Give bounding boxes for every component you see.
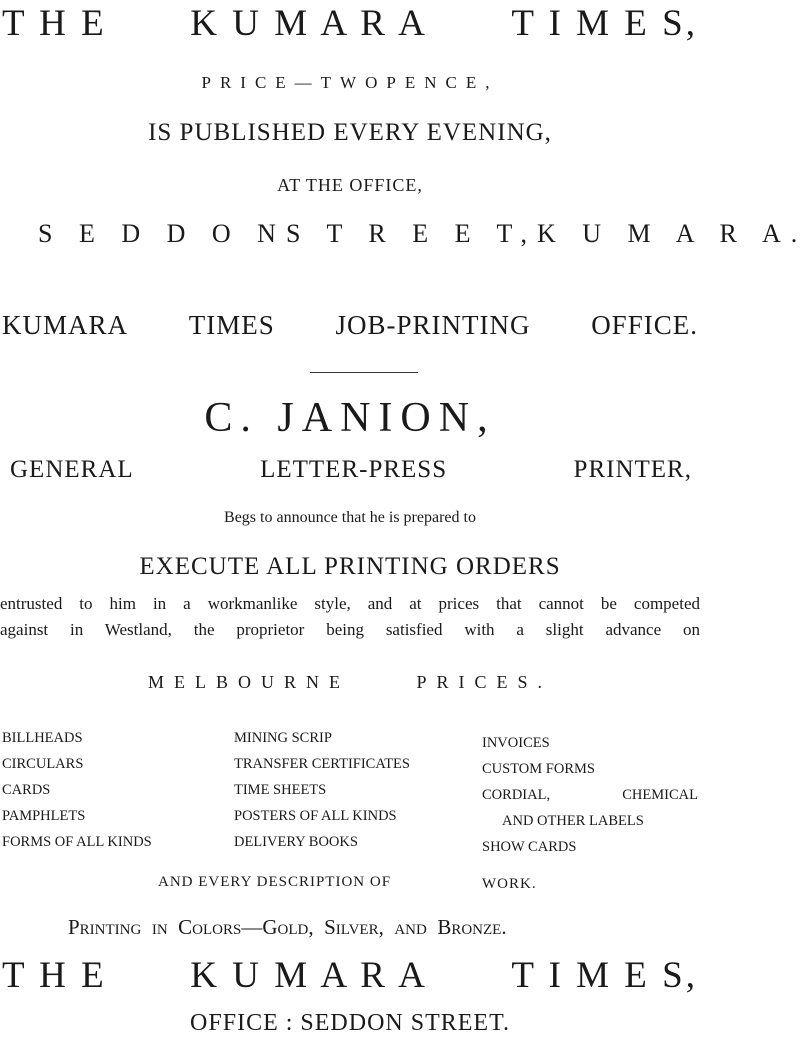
published-line: IS PUBLISHED EVERY EVENING, (148, 119, 552, 146)
masthead-word: T I M E S, (511, 3, 698, 44)
service-item: MINING SCRIP (234, 730, 332, 746)
masthead-word: K U M A R A (190, 955, 428, 996)
service-item: TRANSFER CERTIFICATES (234, 756, 410, 772)
service-item-cordial (482, 782, 698, 808)
services-column-3 (482, 730, 698, 860)
trade-heading (0, 456, 700, 484)
heading-word: OFFICE. (591, 310, 698, 340)
at-office-line: AT THE OFFICE, (277, 175, 423, 195)
address-word: S T R E E T, (285, 219, 537, 248)
work-word: WORK. (482, 876, 537, 892)
masthead-word: T H E (2, 3, 107, 44)
service-item: FORMS OF ALL KINDS (2, 834, 152, 850)
service-item: DELIVERY BOOKS (234, 834, 358, 850)
service-item: POSTERS OF ALL KINDS (234, 808, 397, 824)
divider-rule (310, 372, 418, 373)
colors-word: Colors—Gold, (178, 915, 314, 939)
paragraph-line: entrusted to him in a workmanlike style, and at prices that cannot be competed (0, 594, 700, 613)
colors-word: and (394, 915, 427, 939)
proprietor-name: C. JANION, (204, 395, 496, 441)
colors-word: Bronze. (437, 915, 507, 939)
colors-word: in (151, 915, 168, 939)
price-line: PRICE—TWOPENCE, (201, 73, 499, 92)
office-address-line: OFFICE : SEDDON STREET. (190, 1010, 510, 1036)
paragraph-line: against in Westland, the proprietor being satisfied with a slight advance on (0, 620, 700, 639)
address-top (0, 219, 807, 249)
trade-word: LETTER-PRESS (260, 456, 448, 483)
execute-line: EXECUTE ALL PRINTING ORDERS (139, 553, 561, 580)
masthead-word: T H E (2, 955, 107, 996)
colors-word: Silver, (324, 915, 384, 939)
trade-word: PRINTER, (573, 456, 692, 483)
prices-word: PRICES. (416, 672, 552, 692)
service-item: SHOW CARDS (482, 839, 577, 855)
service-item: INVOICES (482, 735, 550, 751)
service-word: CORDIAL, (482, 787, 551, 803)
service-item: AND OTHER LABELS (502, 813, 644, 829)
colors-word: Printing (68, 915, 142, 939)
masthead-top (0, 2, 700, 45)
address-word: S E D D O N (38, 219, 286, 248)
melbourne-prices-line (0, 672, 700, 693)
service-item: CARDS (2, 782, 51, 798)
services-column-2 (234, 725, 410, 855)
service-item: CUSTOM FORMS (482, 761, 595, 777)
service-word: CHEMICAL (622, 787, 698, 803)
every-description-line: AND EVERY DESCRIPTION OF (158, 874, 392, 890)
service-item: BILLHEADS (2, 730, 83, 746)
service-item: PAMPHLETS (2, 808, 86, 824)
masthead-word: K U M A R A (190, 3, 428, 44)
masthead-bottom (0, 954, 700, 997)
melbourne-word: MELBOURNE (148, 672, 350, 692)
address-word: K U M A R A. (536, 219, 807, 248)
body-paragraph (0, 594, 700, 646)
job-office-heading (0, 310, 700, 341)
service-item: TIME SHEETS (234, 782, 327, 798)
services-column-1 (2, 725, 152, 855)
colors-line (0, 915, 700, 940)
heading-word: JOB-PRINTING (335, 310, 531, 340)
heading-word: TIMES (188, 310, 275, 340)
heading-word: KUMARA (2, 310, 129, 340)
service-item: CIRCULARS (2, 756, 84, 772)
announce-line: Begs to announce that he is prepared to (224, 509, 476, 526)
trade-word: GENERAL (10, 456, 134, 483)
masthead-word: T I M E S, (511, 955, 698, 996)
